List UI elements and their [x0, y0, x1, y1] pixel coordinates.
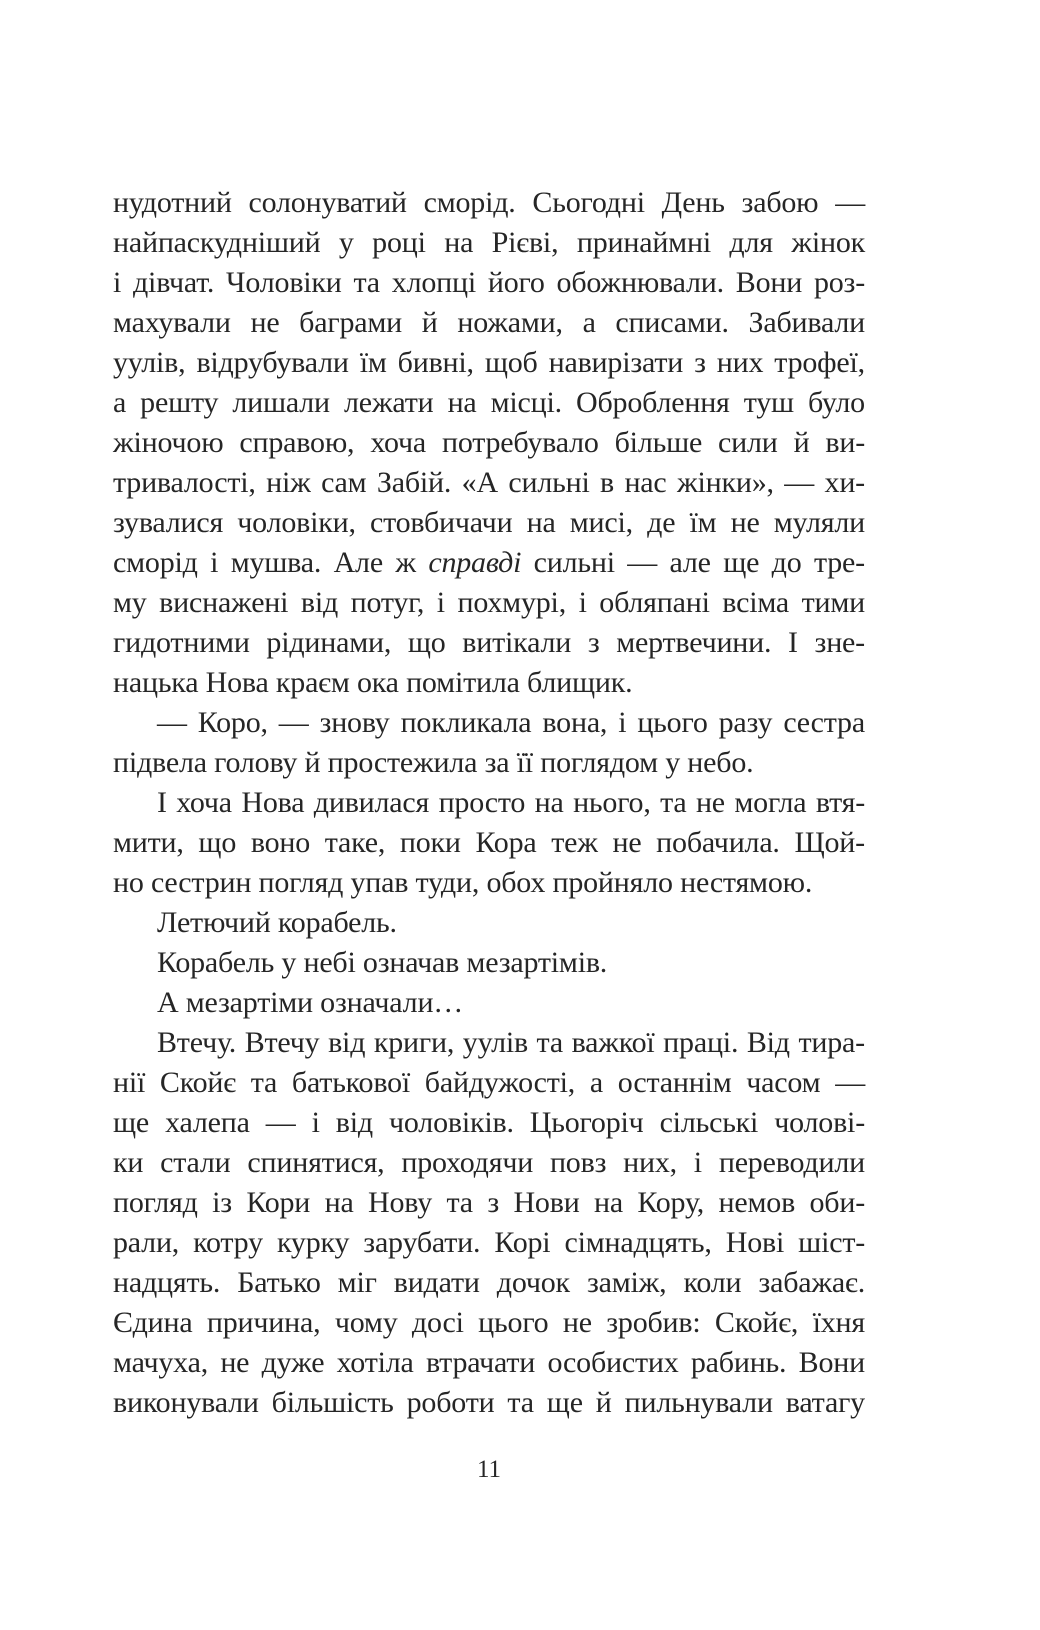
text-line-content — [157, 786, 865, 819]
text-line — [113, 823, 865, 863]
text-line-content — [113, 1146, 865, 1179]
text-segment: ще халепа — і від чоловіків. Цьогоріч сільські чолові- — [113, 1106, 865, 1139]
text-line-content — [157, 706, 865, 739]
text-line — [113, 1223, 865, 1263]
text-line-content — [113, 666, 632, 699]
text-segment: тривалості, ніж сам Забій. «А сильні в нас жінки», — хи- — [113, 466, 865, 499]
text-line — [113, 383, 865, 423]
text-segment: мити, що воно таке, поки Кора теж не побачила. Щой- — [113, 826, 865, 859]
text-segment: уулів, відрубували їм бивні, щоб навирізати з них трофеї, — [113, 346, 865, 379]
text-segment: жіночою справою, хоча потребувало більше сили й ви- — [113, 426, 866, 459]
text-segment: Втечу. Втечу від криги, уулів та важкої праці. Від тира- — [157, 1026, 865, 1059]
text-segment: Корабель у небі означав мезартімів. — [157, 946, 608, 979]
text-segment: Летючий корабель. — [157, 906, 397, 939]
text-line — [113, 303, 865, 343]
text-line — [113, 423, 865, 463]
text-segment: підвела голову й простежила за її поглядом у небо. — [113, 746, 754, 779]
text-line-content — [113, 1306, 865, 1339]
text-line — [113, 1383, 865, 1423]
text-line-content — [113, 506, 865, 539]
text-line-content — [157, 986, 463, 1019]
text-line — [113, 1303, 865, 1343]
text-segment: гидотними рідинами, що витікали з мертвечини. І зне- — [113, 626, 865, 659]
text-segment: рали, котру курку зарубати. Корі сімнадцять, Нові шіст- — [113, 1226, 866, 1259]
text-line-content — [113, 1106, 865, 1139]
text-line-content — [157, 906, 397, 939]
text-segment: нудотний солонуватий сморід. Сьогодні День забою — — [113, 186, 866, 219]
text-segment: му виснажені від потуг, і похмурі, і обляпані всіма тими — [113, 586, 865, 619]
text-line — [113, 543, 865, 583]
text-segment: ки стали спинятися, проходячи повз них, і переводили — [113, 1146, 865, 1179]
text-segment: погляд із Кори на Нову та з Нови на Кору, немов оби- — [113, 1186, 866, 1219]
text-line — [113, 983, 865, 1023]
text-line — [113, 903, 865, 943]
text-line — [113, 1183, 865, 1223]
text-line-content — [113, 826, 865, 859]
text-line — [113, 183, 865, 223]
text-line-content — [157, 946, 607, 979]
text-line — [113, 503, 865, 543]
text-segment: Єдина причина, чому досі цього не зробив: Скойє, їхня — [113, 1306, 865, 1339]
text-segment: нії Скойє та батькової байдужості, а останнім часом — — [113, 1066, 865, 1099]
text-line — [113, 623, 865, 663]
text-segment: виконували більшість роботи та ще й пильнували ватагу — [113, 1386, 865, 1419]
text-segment: найпаскудніший у році на Рієві, принаймні для жінок — [113, 226, 866, 259]
text-line — [113, 1343, 865, 1383]
text-line-content — [113, 346, 865, 379]
text-segment: зувалися чоловіки, стовбичачи на мисі, де їм не муляли — [113, 506, 865, 539]
text-line-content — [113, 266, 865, 299]
text-line — [113, 703, 865, 743]
text-line-content — [113, 186, 865, 219]
text-line-content — [113, 1346, 865, 1379]
text-segment: — Коро, — знову покликала вона, і цього разу сестра — [157, 706, 865, 739]
text-line-content — [113, 426, 865, 459]
text-line — [113, 583, 865, 623]
emphasis-italic: справді — [428, 546, 522, 579]
text-line — [113, 1023, 865, 1063]
text-line — [113, 943, 865, 983]
page-number: 11 — [476, 1456, 502, 1483]
text-line — [113, 1143, 865, 1183]
text-line — [113, 783, 865, 823]
text-line-content — [113, 1186, 865, 1219]
body-text — [113, 183, 865, 1423]
text-line-content — [113, 226, 865, 259]
text-line — [113, 1063, 865, 1103]
text-line-content — [113, 1226, 865, 1259]
text-line — [113, 223, 865, 263]
text-segment: сильні — але ще до тре- — [521, 546, 865, 579]
text-line-content — [113, 746, 753, 779]
text-segment: надцять. Батько міг видати дочок заміж, коли забажає. — [113, 1266, 865, 1299]
text-segment: мачуха, не дуже хотіла втрачати особистих рабинь. Вони — [113, 1346, 865, 1379]
text-segment: а решту лишали лежати на місці. Оброблення туш було — [113, 386, 865, 419]
text-line-content — [113, 1386, 865, 1419]
text-line — [113, 863, 865, 903]
text-line-content — [113, 866, 812, 899]
text-segment: А мезартіми означали… — [157, 986, 464, 1019]
text-line — [113, 1263, 865, 1303]
text-line-content — [113, 466, 865, 499]
text-line-content — [113, 1066, 865, 1099]
text-line — [113, 663, 865, 703]
text-segment: І хоча Нова дивилася просто на нього, та не могла втя- — [157, 786, 865, 819]
text-line-content — [113, 1266, 865, 1299]
text-line — [113, 1103, 865, 1143]
text-segment: сморід і мушва. Але ж — [113, 546, 429, 579]
text-line-content — [113, 386, 865, 419]
text-line-content — [113, 546, 865, 579]
text-segment: но сестрин погляд упав туди, обох пройняло нестямою. — [113, 866, 813, 899]
text-segment: махували не баграми й ножами, а списами. Забивали — [113, 306, 865, 339]
text-segment: нацька Нова краєм ока помітила блищик. — [113, 666, 633, 699]
text-line-content — [113, 586, 865, 619]
text-segment: і дівчат. Чоловіки та хлопці його обожнювали. Вони роз- — [113, 266, 865, 299]
text-line — [113, 743, 865, 783]
text-line — [113, 343, 865, 383]
text-line-content — [113, 626, 865, 659]
text-line — [113, 463, 865, 503]
text-line-content — [113, 306, 865, 339]
text-line — [113, 263, 865, 303]
text-line-content — [157, 1026, 865, 1059]
